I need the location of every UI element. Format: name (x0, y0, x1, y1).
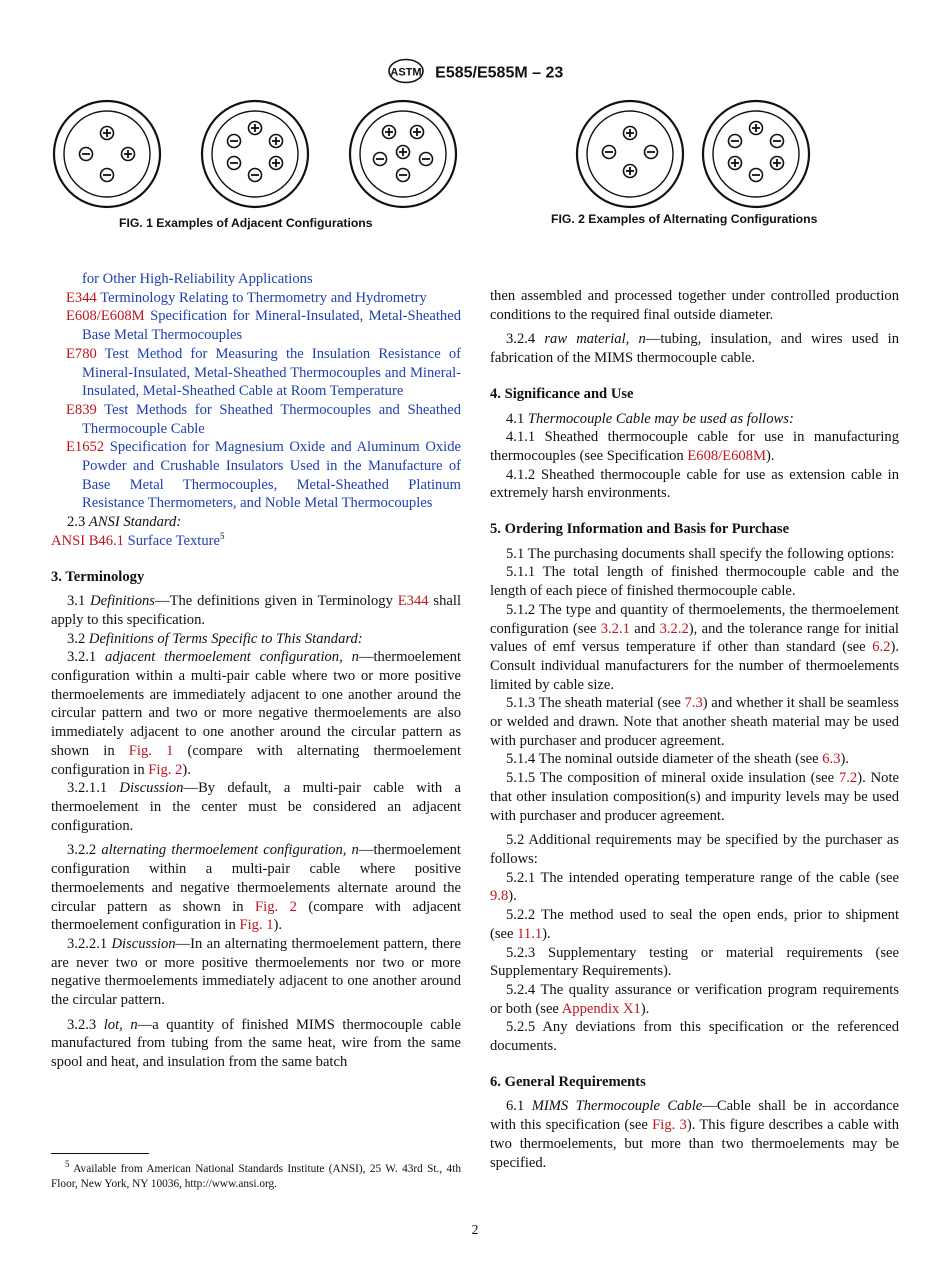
ref-continuation[interactable]: for Other High-Reliability Applications (82, 271, 313, 287)
para-6-1: 6.1 MIMS Thermocouple Cable—Cable shall be in accordance with this specification (see Fig. 3). This figure describes a cable with two thermoelements, but more than two thermoelements may be specified. (490, 1098, 899, 1171)
page-number: 2 (471, 1222, 479, 1237)
plus-icon-4-4 (624, 165, 637, 178)
para-4-1: 4.1 Thermocouple Cable may be used as follows: (506, 410, 794, 427)
para-3-2-4: 3.2.4 raw material, n—tubing, insulation, and wires used in fabrication of the MIMS thermocouple cable. (490, 331, 900, 367)
minus-icon-3-5 (420, 153, 433, 166)
para-5-2: 5.2 Additional requirements may be specified by the purchaser as follows: (490, 832, 899, 867)
plus-icon-2-5 (270, 157, 283, 170)
para-5-2-2: 5.2.2 The method used to seal the open ends, prior to shipment (see 11.1). (490, 907, 899, 942)
plus-icon-3-2 (411, 126, 424, 139)
cable-sheath-outer-1 (54, 101, 160, 207)
ref-item-e839: E839 Test Methods for Sheathed Thermocouples and Sheathed Thermocouple Cable (66, 401, 461, 437)
heading-significance: 4. Significance and Use (490, 385, 634, 402)
minus-icon-3-6 (397, 169, 410, 182)
page-header (0, 58, 950, 89)
footnote-divider (51, 1153, 149, 1154)
para-3-2-3-cont: then assembled and processed together under controlled production conditions to the required final outside diameter. (490, 288, 899, 323)
cable-sheath-inner-1 (64, 111, 150, 197)
fig1-caption: FIG. 1 Examples of Adjacent Configurations (119, 216, 373, 230)
plus-icon-5-4 (729, 157, 742, 170)
fig2-caption: FIG. 2 Examples of Alternating Configurations (551, 212, 818, 226)
para-3-2-1-1: 3.2.1.1 Discussion—By default, a multi-pair cable with a thermoelement in the center must be considered an adjacent configuration. (51, 780, 461, 834)
para-5-2-4: 5.2.4 The quality assurance or verification program requirements or both (see Appendix X1). (490, 981, 899, 1017)
plus-icon-3-1 (383, 126, 396, 139)
svg-text:ASTM: ASTM (390, 66, 422, 79)
para-5-1-2: 5.1.2 The type and quantity of thermoelements, the thermoelement configuration (see 3.2.1 and 3.2.2), and the tolerance range for initial values of emf versus temperature if other than standard (see 6.2). Consult individual manufacturers for the number of thermoelements limited by cable size. (490, 601, 899, 693)
para-4-1-1: 4.1.1 Sheathed thermocouple cable for use in manufacturing thermocouples (see Specification E608/E608M). (490, 429, 899, 464)
plus-icon-2-1 (249, 122, 262, 135)
para-5-1: 5.1 The purchasing documents shall specify the following options: (506, 545, 895, 562)
left-column (51, 270, 461, 1072)
plus-icon-5-5 (771, 157, 784, 170)
para-3-2: 3.2 Definitions of Terms Specific to This Standard: (67, 630, 363, 647)
para-5-2-3: 5.2.3 Supplementary testing or material requirements (see Supplementary Requirements). (490, 944, 899, 980)
cable-sheath-outer-5 (703, 101, 809, 207)
footnote-ref[interactable]: 5 (219, 530, 225, 541)
plus-icon-1-1 (101, 127, 114, 140)
plus-icon-4-1 (624, 127, 637, 140)
ref-item-e344: E344 Terminology Relating to Thermometry and Hydrometry (66, 289, 427, 306)
cable-sheath-outer-2 (202, 101, 308, 207)
minus-icon-5-3 (771, 135, 784, 148)
ref-item-e608: E608/E608M Specification for Mineral-Insulated, Metal-Sheathed Base Metal Thermocouples (66, 308, 461, 344)
minus-icon-1-4 (101, 169, 114, 182)
minus-icon-3-3 (374, 153, 387, 166)
plus-icon-3-4 (397, 146, 410, 159)
para-5-1-3: 5.1.3 The sheath material (see 7.3) and whether it shall be seamless or welded and drawn. Note that another sheath material may be used with purchaser and producer agreement. (490, 695, 899, 749)
para-5-2-5: 5.2.5 Any deviations from this specification or the referenced documents. (490, 1019, 899, 1055)
para-3-2-2: 3.2.2 alternating thermoelement configuration, n—thermoelement configuration within a multi-pair cable where positive thermoelements and negative thermoelements alternate around the circular pattern as shown in Fig. 2 (compare with adjacent thermoelement configuration in Fig. 1). (51, 842, 462, 934)
minus-icon-2-4 (228, 157, 241, 170)
para-5-1-5: 5.1.5 The composition of mineral oxide insulation (see 7.2). Note that other insulation composition(s) and impurity levels may be used with purchaser and producer agreement. (490, 770, 899, 824)
cable-sheath-inner-4 (587, 111, 673, 197)
para-3-1: 3.1 Definitions—The definitions given in Terminology E344 shall apply to this specification. (51, 593, 461, 628)
ref-item-e1652: E1652 Specification for Magnesium Oxide and Aluminum Oxide Powder and Crushable Insulators Used in the Manufacture of Base Metal Thermocouples, Metal-Sheathed Platinum Resistance Thermometers, and Noble Metal Thermocouples (66, 439, 461, 512)
minus-icon-1-2 (80, 148, 93, 161)
astm-logo-icon (387, 58, 425, 89)
para-4-1-2: 4.1.2 Sheathed thermocouple cable for use as extension cable in extremely harsh environments. (490, 466, 899, 502)
ref-item-e780: E780 Test Method for Measuring the Insulation Resistance of Mineral-Insulated, Metal-Sheathed Thermocouples and Mineral-Insulated, Metal-Sheathed Cable at Room Temperature (66, 345, 461, 400)
para-5-1-4: 5.1.4 The nominal outside diameter of the sheath (see 6.3). (506, 751, 850, 768)
right-column (490, 287, 899, 1172)
plus-icon-1-3 (122, 148, 135, 161)
para-3-2-1: 3.2.1 adjacent thermoelement configuration, n—thermoelement configuration within a multi-pair cable where two or more positive thermoelements are immediately adjacent to one another around the circular pattern and two or more negative thermoelements are also immediately adjacent to one another around the circular pattern as shown in Fig. 1 (compare with alternating thermoelement configuration in Fig. 2). (51, 649, 461, 778)
designation: E585/E585M – 23 (435, 64, 564, 82)
minus-icon-4-3 (645, 146, 658, 159)
minus-icon-5-2 (729, 135, 742, 148)
heading-terminology: 3. Terminology (51, 568, 145, 585)
para-5-2-1: 5.2.1 The intended operating temperature range of the cable (see 9.8). (490, 869, 899, 905)
minus-icon-2-2 (228, 135, 241, 148)
plus-icon-2-3 (270, 135, 283, 148)
para-5-1-1: 5.1.1 The total length of finished thermocouple cable and the length of each piece of finished thermocouple cable. (490, 564, 899, 600)
section-2-3: 2.3 ANSI Standard: (67, 514, 182, 531)
para-3-2-2-1: 3.2.2.1 Discussion—In an alternating thermoelement pattern, there are never two or more positive thermoelements nor two or more negative thermoelements immediately adjacent to one another around the circular pattern. (51, 935, 461, 1009)
para-3-2-3: 3.2.3 lot, n—a quantity of finished MIMS thermocouple cable manufactured from tubing from the same heat, wire from the same spool and heat, and insulation from the same batch (51, 1016, 461, 1071)
footnote: $^5$ Available from American National Standards Institute (ANSI), 25 W. 43rd St., 4th Floor, New York, NY 10036, http://www.ansi.org. (51, 1159, 461, 1190)
ref-item-ansi: ANSI B46.1 Surface Texture$^5$ (51, 530, 225, 549)
heading-general: 6. General Requirements (490, 1073, 646, 1090)
minus-icon-4-2 (603, 146, 616, 159)
cable-sheath-outer-4 (577, 101, 683, 207)
plus-icon-5-1 (750, 122, 763, 135)
minus-icon-2-6 (249, 169, 262, 182)
minus-icon-5-6 (750, 169, 763, 182)
heading-ordering: 5. Ordering Information and Basis for Purchase (490, 521, 790, 538)
